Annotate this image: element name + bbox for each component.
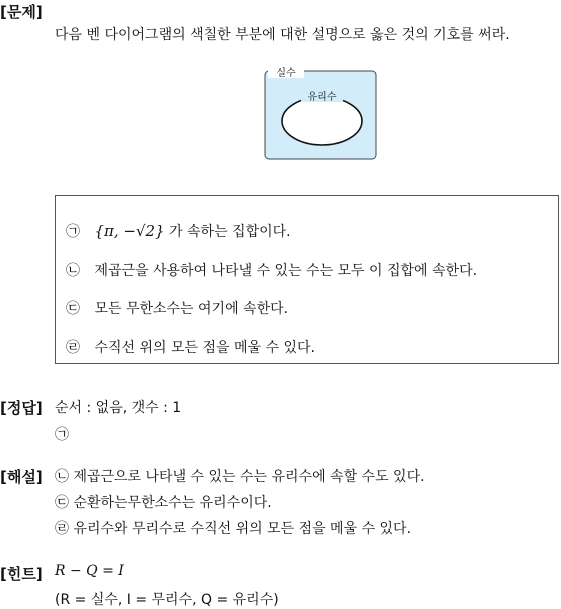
option-1	[66, 221, 291, 241]
hint-formula: R − Q = I	[55, 563, 124, 579]
question-text: 다음 벤 다이어그램의 색칠한 부분에 대한 설명으로 옳은 것의 기호를 써라.	[55, 27, 510, 43]
explanation-header: [해설]	[0, 468, 43, 486]
hint-header: [힌트]	[0, 565, 43, 583]
outer-label: 실수	[276, 68, 296, 79]
option-3	[66, 298, 288, 318]
option-text: 수직선 위의 모든 점을 메울 수 있다.	[94, 340, 315, 356]
problem-header: [문제]	[0, 3, 43, 21]
answer-header: [정답]	[0, 399, 43, 417]
explanation-line-1: ㉡ 제곱근으로 나타낼 수 있는 수는 유리수에 속할 수도 있다.	[55, 469, 425, 485]
option-marker: ㉣	[66, 340, 80, 356]
option-marker: ㉡	[66, 263, 80, 279]
answer-line-1: 순서 : 없음, 갯수 : 1	[55, 400, 182, 416]
explanation-line-3: ㉣ 유리수와 무리수로 수직선 위의 모든 점을 메울 수 있다.	[55, 521, 412, 537]
inner-label: 유리수	[307, 92, 337, 103]
answer-line-2: ㉠	[55, 427, 69, 443]
hint-legend: (R = 실수, I = 무리수, Q = 유리수)	[55, 592, 279, 608]
option-2	[66, 260, 477, 280]
option-4	[66, 337, 315, 357]
option-text: 제곱근을 사용하여 나타낼 수 있는 수는 모두 이 집합에 속한다.	[94, 263, 478, 279]
explanation-line-2: ㉢ 순환하는무한소수는 유리수이다.	[55, 495, 272, 511]
option-marker: ㉢	[66, 301, 80, 317]
option-text: 모든 무한소수는 여기에 속한다.	[94, 301, 289, 317]
option-math: {π, −√2}	[94, 222, 165, 240]
option-text: 가 속하는 집합이다.	[169, 224, 291, 240]
options-box	[55, 195, 559, 364]
rational-number-set	[282, 97, 362, 145]
option-marker: ㉠	[66, 224, 80, 240]
venn-diagram	[255, 62, 385, 164]
